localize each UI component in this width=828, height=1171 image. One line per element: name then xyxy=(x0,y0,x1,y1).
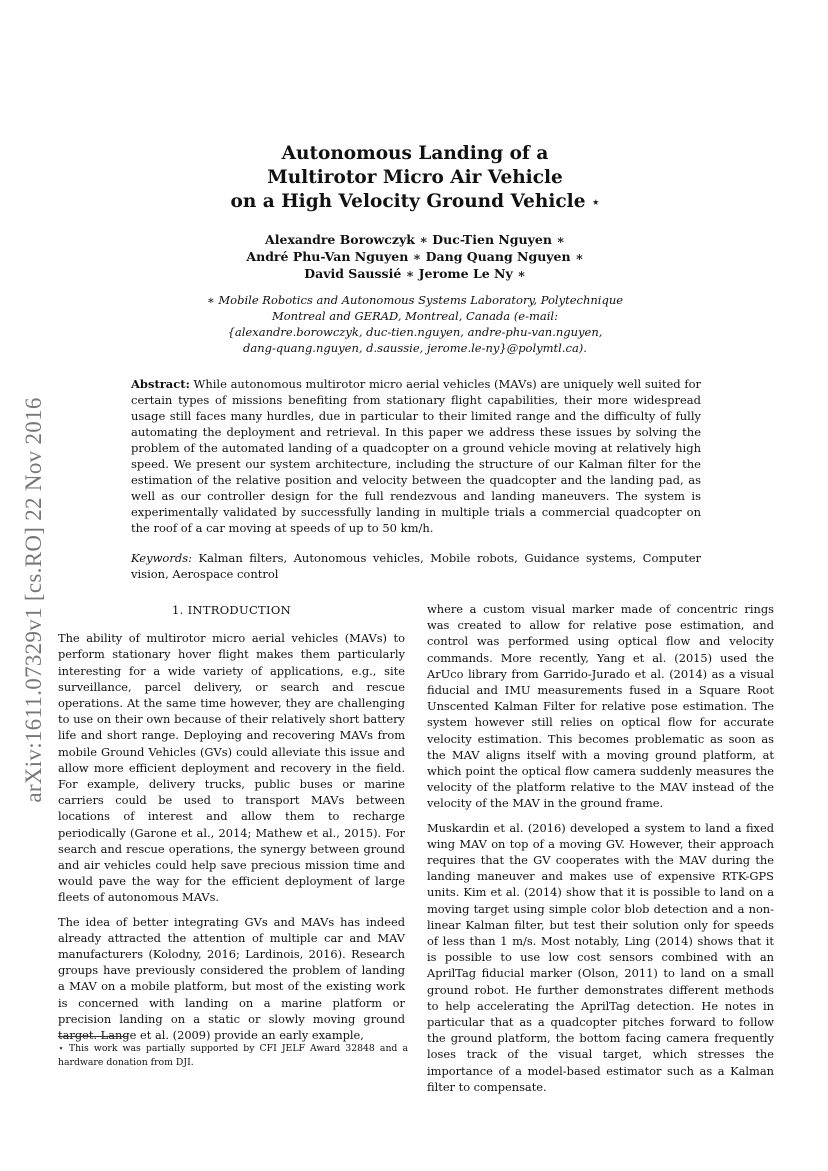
right-column xyxy=(427,601,774,1103)
right-paragraph-2: Muskardin et al. (2016) developed a system to land a fixed wing MAV on top of a moving GV. However, their approach requires that the GV cooperates with the MAV during the landing maneuver and makes use of expensive RTK-GPS units. Kim et al. (2014) show that it is possible to land on a moving target using simple color blob detection and a non-linear Kalman filter, but test their solution only for speeds of less than 1 m/s. Most notably, Ling (2014) shows that it is possible to use low cost sensors combined with an AprilTag fiducial marker (Olson, 2011) to land on a small ground robot. He further demonstrates different methods to help accelerating the AprilTag detection. He notes in particular that as a quadcopter pitches forward to follow the ground platform, the bottom facing camera frequently loses track of the visual target, which stresses the importance of a model-based estimator such as a Kalman filter to compensate. xyxy=(427,820,774,1094)
section-heading-introduction: 1. INTRODUCTION xyxy=(172,603,291,617)
title-footnote-star: ⋆ xyxy=(591,195,600,209)
arxiv-stamp xyxy=(20,350,48,850)
abstract-label: Abstract: xyxy=(131,377,190,391)
title-line-3-text: on a High Velocity Ground Vehicle xyxy=(230,191,586,212)
keywords-label: Keywords: xyxy=(131,551,192,565)
title-line-3 xyxy=(200,190,630,214)
arxiv-stamp-text: arXiv:1611.07329v1 [cs.RO] 22 Nov 2016 xyxy=(21,397,46,803)
authors-line-1: Alexandre Borowczyk ∗ Duc-Tien Nguyen ∗ xyxy=(265,232,565,247)
affiliation xyxy=(185,292,645,356)
intro-paragraph-2: The idea of better integrating GVs and MAVs has indeed already attracted the attention of multiple car and MAV manufacturers (Kolodny, 2016; Lardinois, 2016). Research groups have previously considered the problem of landing a MAV on a mobile platform, but most of the existing work is concerned with landing on a marine platform or precision landing on a static or slowly moving ground target. Lange et al. (2009) provide an early example, xyxy=(58,914,405,1043)
title-line-2: Multirotor Micro Air Vehicle xyxy=(267,167,563,188)
keywords xyxy=(131,550,701,582)
right-paragraph-1: where a custom visual marker made of concentric rings was created to allow for relative pose estimation, and control was performed using optical flow and velocity commands. More recently, Yang et al. (2015) used the ArUco library from Garrido-Jurado et al. (2014) as a visual fiducial and IMU measurements fused in a Square Root Unscented Kalman Filter for relative pose estimation. The system however still relies on optical flow for accurate velocity estimation. This becomes problematic as soon as the MAV aligns itself with a moving ground platform, at which point the optical flow camera suddenly measures the velocity of the platform relative to the MAV instead of the velocity of the MAV in the ground frame. xyxy=(427,602,774,811)
abstract xyxy=(131,376,701,536)
left-column xyxy=(58,602,405,1051)
abstract-text: While autonomous multirotor micro aerial vehicles (MAVs) are uniquely well suited for certain types of missions benefiting from stationary flight capabilities, their more widespread usage still faces many hurdles, due in particular to their limited range and the difficulty of fully automating the deployment and retrieval. In this paper we address these issues by solving the problem of the automated landing of a quadcopter on a ground vehicle moving at relatively high speed. We present our system architecture, including the structure of our Kalman filter for the estimation of the relative position and velocity between the quadcopter and the landing pad, as well as our controller design for the full rendezvous and landing maneuvers. The system is experimentally validated by successfully landing in multiple trials a commercial quadcopter on the roof of a car moving at speeds of up to 50 km/h. xyxy=(131,377,701,535)
footnote: ⋆ This work was partially supported by CFI JELF Award 32848 and a hardware donation from DJI. xyxy=(58,1043,408,1068)
intro-paragraph-1: The ability of multirotor micro aerial vehicles (MAVs) to perform stationary hover flight makes them particularly interesting for a wide variety of applications, e.g., site surveillance, parcel delivery, or search and rescue operations. At the same time however, they are challenging to use on their own because of their relatively short battery life and short range. Deploying and recovering MAVs from mobile Ground Vehicles (GVs) could alleviate this issue and allow more efficient deployment and recovery in the field. For example, delivery trucks, public buses or marine carriers could be used to transport MAVs between locations of interest and allow them to recharge periodically (Garone et al., 2014; Mathew et al., 2015). For search and rescue operations, the synergy between ground and air vehicles could help save precious mission time and would pave the way for the efficient deployment of large fleets of autonomous MAVs. xyxy=(58,631,405,905)
affiliation-line-4: dang-quang.nguyen, d.saussie, jerome.le-ny}@polymtl.ca). xyxy=(243,341,587,355)
affiliation-line-3: {alexandre.borowczyk, duc-tien.nguyen, andre-phu-van.nguyen, xyxy=(227,325,603,339)
keywords-text: Kalman filters, Autonomous vehicles, Mobile robots, Guidance systems, Computer vision, Aerospace control xyxy=(131,551,701,581)
authors-line-3: David Saussié ∗ Jerome Le Ny ∗ xyxy=(304,266,526,281)
affiliation-line-1: ∗ Mobile Robotics and Autonomous Systems Laboratory, Polytechnique xyxy=(206,293,624,307)
paper-title xyxy=(200,142,630,214)
authors-line-2: André Phu-Van Nguyen ∗ Dang Quang Nguyen ∗ xyxy=(246,249,584,264)
affiliation-line-2: Montreal and GERAD, Montreal, Canada (e-mail: xyxy=(271,309,558,323)
title-line-1: Autonomous Landing of a xyxy=(281,143,549,164)
footnote-divider xyxy=(58,1036,128,1037)
author-list xyxy=(180,231,650,282)
